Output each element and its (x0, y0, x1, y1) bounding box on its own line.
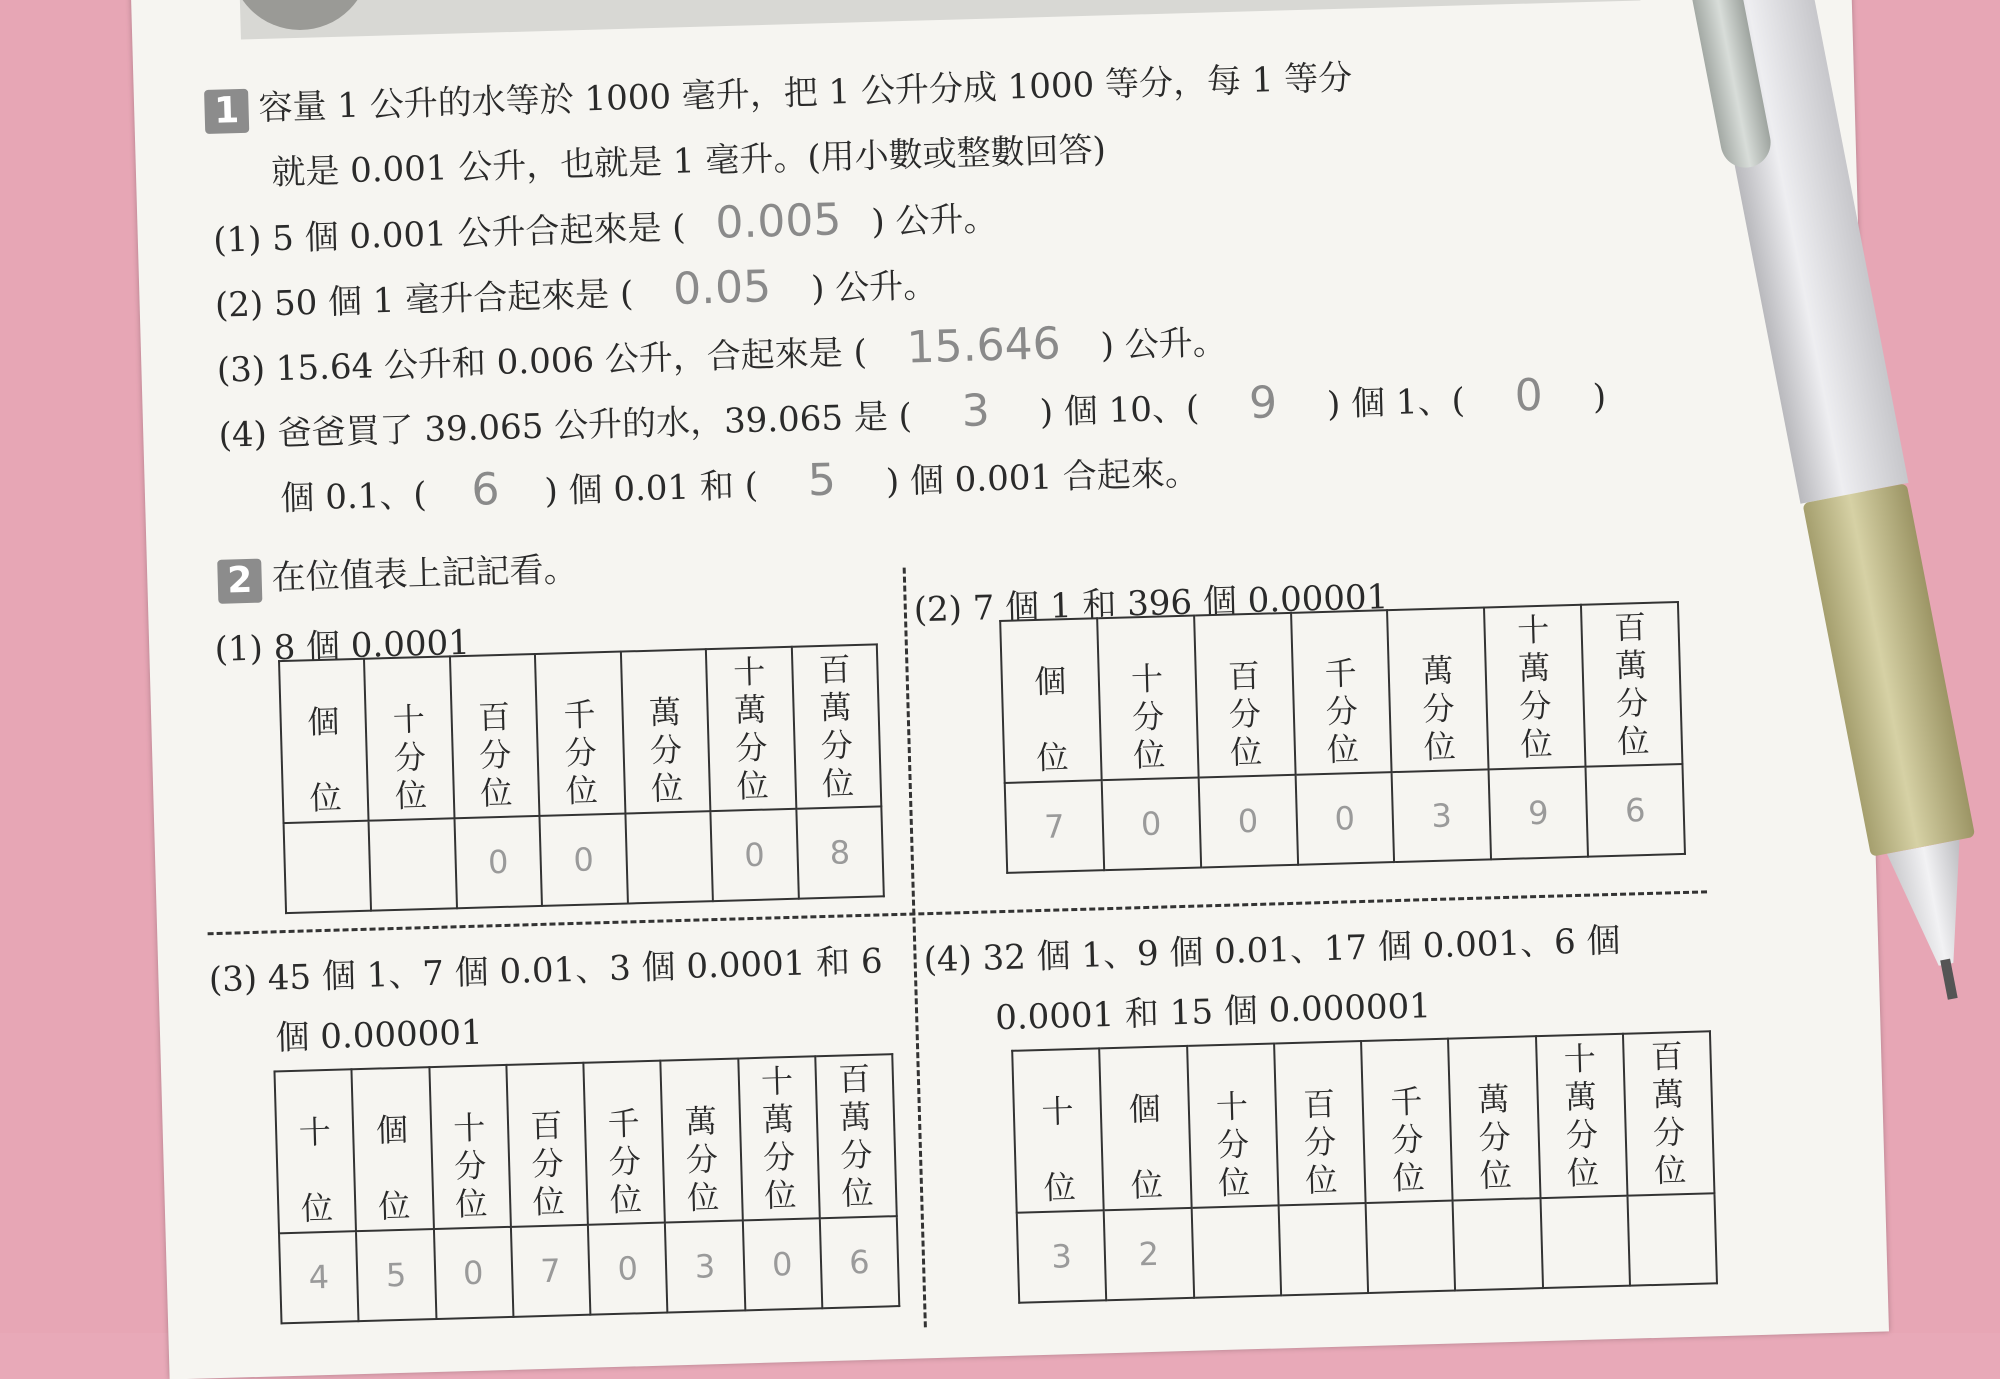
place-value-table-2 (999, 601, 1686, 874)
table1-value-row (284, 806, 884, 913)
table4-header-char: 位 (1391, 1158, 1426, 1198)
table2-header-row (1000, 602, 1682, 783)
section1-intro-line2: 就是 0.001 公升，也就是 1 毫升。(用小數或整數回答) (270, 129, 1107, 194)
q4-end2: ) 個 0.001 合起來。 (885, 453, 1200, 503)
table4-value-cell (1278, 1203, 1368, 1295)
table4-header-char: 分 (1565, 1115, 1599, 1155)
table3-header-cell (815, 1054, 897, 1218)
table1-header-char: 分 (649, 730, 683, 770)
table1-header-cell (364, 656, 454, 820)
table3-header-char: 位 (609, 1180, 643, 1220)
table1-header-char: 百 (477, 697, 511, 737)
table4-header-char: 十 (1563, 1039, 1597, 1079)
table2-value-cell: 0 (1295, 772, 1394, 865)
table2-header-char: 分 (1422, 689, 1456, 729)
table4-label-line1: (4) 32 個 1、9 個 0.01、17 個 0.001、6 個 (923, 920, 1622, 981)
question-4-line2 (280, 444, 1200, 521)
section2-title: 在位值表上記記看。 (271, 549, 579, 599)
table3-header-char: 位 (686, 1178, 720, 1217)
q3-suffix: ) 公升。 (1100, 322, 1228, 367)
table3-header-cell (429, 1065, 511, 1229)
table3-header-cell (352, 1067, 434, 1231)
table4-header-char: 十 (1040, 1092, 1075, 1132)
table1-value-cell (369, 818, 457, 910)
table4-header-char: 百 (1650, 1037, 1684, 1076)
table4-header-char: 位 (1130, 1165, 1164, 1205)
table2-header-char: 萬 (1421, 651, 1455, 691)
table3-header-cell (506, 1063, 588, 1227)
table4-header-char: 分 (1216, 1125, 1250, 1165)
table4-header-char: 位 (1217, 1163, 1251, 1203)
table1-header-char: 分 (564, 733, 598, 773)
table2-header-char: 位 (1423, 727, 1457, 767)
table2-header-char: 千 (1324, 654, 1358, 693)
table1-header-char (284, 740, 364, 780)
table3-header-char: 位 (377, 1186, 411, 1226)
table3-value-cell: 5 (356, 1229, 436, 1321)
table4-header-char: 位 (1043, 1168, 1077, 1207)
section2-badge: 2 (217, 559, 262, 604)
table4-header-cell (1187, 1044, 1279, 1208)
table1-header-char: 分 (820, 726, 854, 766)
table2-header-cell (1484, 605, 1585, 770)
table4-header-cell (1535, 1034, 1627, 1198)
table3-header-char: 萬 (838, 1097, 872, 1137)
table3-value-cell: 0 (742, 1218, 822, 1310)
intro-text-1: 容量 1 公升的水等於 1000 毫升，把 1 公升分成 1000 等分，每 1 等分 (258, 57, 1353, 129)
table1-header-char: 位 (394, 776, 428, 815)
table2-header-char: 萬 (1614, 645, 1648, 685)
table3-header-char: 十 (760, 1061, 794, 1101)
table3-header-char: 分 (839, 1135, 873, 1175)
table4-header-char (1017, 1129, 1099, 1169)
table1-header-char: 萬 (648, 692, 682, 732)
pen-tip-cone (1887, 840, 1983, 972)
table2-header-char: 分 (1228, 694, 1262, 734)
table1-header-row (279, 644, 881, 823)
table2-header-char: 位 (1035, 738, 1069, 778)
q4-mid1: ) 個 10、( (1039, 388, 1200, 433)
table2-header-cell (1387, 607, 1488, 772)
q4-end1: ) (1592, 376, 1607, 418)
table4-header-cell (1274, 1041, 1366, 1205)
q3-prefix: (3) 15.64 公升和 0.006 公升，合起來是 ( (216, 332, 868, 391)
q4-line2-prefix: 個 0.1、( (279, 474, 428, 520)
q4-mid2: ) 個 1、( (1326, 380, 1466, 425)
table4-value-cell: 3 (1017, 1210, 1107, 1302)
table1-label: (1) 8 個 0.0001 (214, 622, 471, 670)
table3-header-char (280, 1150, 352, 1190)
table4-header-row (1012, 1031, 1714, 1212)
table4-header-char: 位 (1304, 1160, 1338, 1200)
table4-header-char: 十 (1215, 1087, 1249, 1127)
table2-value-cell: 0 (1102, 778, 1201, 871)
q2-suffix: ) 公升。 (810, 265, 938, 310)
table1-header-cell (450, 654, 540, 818)
table1-header-char: 分 (478, 735, 512, 775)
table4-value-cell (1366, 1201, 1456, 1293)
table2-value-cell: 9 (1489, 767, 1588, 860)
table4-header-char: 位 (1653, 1151, 1687, 1190)
table2-header-char: 分 (1615, 683, 1649, 723)
table3-header-cell (661, 1058, 743, 1222)
q1-prefix: (1) 5 個 0.001 公升合起來是 ( (212, 207, 687, 261)
table3-header-char: 位 (300, 1188, 334, 1228)
table4-header-cell (1361, 1039, 1453, 1203)
table1-header-char: 個 (306, 702, 340, 742)
table3-header-cell (274, 1069, 356, 1233)
table4-header-char (1105, 1127, 1187, 1167)
q4-prefix: (4) 爸爸買了 39.065 公升的水，39.065 是 ( (218, 396, 913, 456)
table4-header-char: 分 (1390, 1120, 1424, 1160)
question-1 (212, 190, 998, 263)
table2-header-char: 分 (1325, 692, 1359, 731)
table3-header-char: 萬 (761, 1099, 795, 1139)
table4-header-cell (1012, 1048, 1104, 1212)
table2-header-char: 分 (1518, 686, 1552, 726)
q4-answer-tens: 3 (961, 385, 991, 437)
table4-header-char: 個 (1128, 1089, 1162, 1129)
table3-label-line2: 個 0.000001 (275, 1012, 484, 1059)
table2-header-char: 位 (1616, 721, 1650, 761)
table2-header-char: 萬 (1517, 648, 1551, 688)
place-value-table-1 (278, 643, 885, 914)
table2-header-char: 位 (1132, 735, 1166, 775)
table1-header-char: 千 (563, 695, 597, 735)
table4-header-char: 位 (1566, 1153, 1600, 1193)
table3-value-cell: 6 (820, 1216, 900, 1308)
question-2 (214, 257, 938, 328)
section2-title-line (217, 542, 578, 604)
table3-header-char: 千 (607, 1104, 641, 1144)
table1-header-cell (535, 652, 625, 816)
table4-value-cell: 2 (1104, 1208, 1194, 1300)
table3-header-cell (583, 1061, 665, 1225)
table1-header-char: 十 (392, 700, 426, 739)
table2-header-cell (1291, 610, 1392, 775)
table1-value-cell (625, 811, 713, 903)
table3-header-row (274, 1054, 896, 1233)
table3-header-char: 分 (685, 1140, 719, 1179)
table1-value-cell: 0 (454, 816, 542, 908)
table3-header-char: 位 (840, 1173, 875, 1213)
table2-label: (2) 7 個 1 和 396 個 0.00001 (913, 577, 1389, 631)
table2-header-char: 位 (1229, 732, 1263, 772)
place-value-table-4 (1011, 1030, 1718, 1303)
table4-value-cell (1540, 1196, 1630, 1288)
table2-value-cell: 7 (1005, 780, 1104, 873)
question-3 (216, 314, 1227, 393)
table2-header-char: 位 (1519, 724, 1554, 764)
q2-handwritten-answer: 0.05 (672, 261, 772, 315)
table4-header-char: 百 (1302, 1084, 1336, 1124)
table2-header-cell (1097, 616, 1198, 781)
table4-header-char: 千 (1389, 1082, 1423, 1122)
table2-header-cell (1581, 602, 1682, 767)
table1-header-char: 分 (734, 728, 768, 768)
q4-mid3: ) 個 0.01 和 ( (543, 465, 759, 512)
q4-answer-hundredths: 6 (470, 463, 501, 516)
table1-value-cell (284, 821, 372, 913)
table3-header-char: 分 (453, 1146, 487, 1186)
table1-header-char: 位 (650, 768, 684, 808)
table4-header-char: 分 (1652, 1113, 1686, 1152)
section1-badge: 1 (204, 89, 249, 134)
q3-handwritten-answer: 15.646 (905, 318, 1062, 374)
table1-header-cell (621, 649, 711, 813)
table1-value-cell: 8 (796, 806, 884, 898)
table1-header-char: 分 (393, 738, 427, 777)
table1-header-char: 萬 (819, 688, 853, 728)
table2-header-cell (1000, 618, 1101, 783)
table4-value-cell (1191, 1205, 1281, 1297)
table1-header-cell (791, 644, 881, 808)
table1-header-char: 百 (818, 650, 852, 690)
table4-header-char: 萬 (1651, 1075, 1685, 1114)
q2-prefix: (2) 50 個 1 毫升合起來是 ( (214, 274, 634, 326)
table1-header-char: 位 (735, 766, 770, 806)
table4-label-line2: 0.0001 和 15 個 0.000001 (994, 986, 1432, 1039)
table3-value-cell: 0 (588, 1223, 668, 1315)
table1-header-char: 位 (479, 773, 513, 813)
table2-header-char: 百 (1227, 656, 1261, 696)
table4-value-cell (1453, 1198, 1543, 1290)
pen-point (1940, 959, 1957, 1000)
table1-header-char: 位 (565, 771, 599, 811)
table1-header-cell (706, 647, 796, 811)
table3-header-char: 十 (298, 1112, 332, 1152)
table3-header-char: 分 (531, 1144, 565, 1184)
table1-header-char: 萬 (733, 690, 767, 730)
table3-header-cell (738, 1056, 820, 1220)
section1-intro-line1 (204, 50, 1353, 134)
table3-value-cell: 7 (511, 1225, 591, 1317)
q4-answer-tenths: 0 (1514, 369, 1544, 422)
table4-header-char: 分 (1303, 1122, 1337, 1162)
table2-header-char: 百 (1613, 607, 1647, 647)
table4-value-cell (1627, 1193, 1717, 1285)
table3-header-char: 個 (375, 1110, 409, 1150)
table3-header-char: 萬 (684, 1102, 718, 1141)
table3-value-row (279, 1216, 899, 1323)
q4-answer-thousandths: 5 (807, 454, 837, 507)
table4-header-cell (1448, 1036, 1540, 1200)
table3-header-char: 位 (532, 1182, 566, 1222)
table4-header-cell (1099, 1046, 1191, 1210)
table3-header-char: 百 (529, 1106, 564, 1146)
table4-header-char: 萬 (1477, 1079, 1511, 1119)
table2-header-char (1005, 699, 1097, 740)
table1-header-char: 位 (821, 764, 855, 804)
table3-header-char: 百 (837, 1059, 871, 1099)
q1-suffix: ) 公升。 (870, 198, 999, 243)
table3-header-char: 位 (763, 1175, 797, 1215)
table2-header-char: 位 (1326, 730, 1360, 769)
q1-handwritten-answer: 0.005 (714, 194, 843, 249)
table1-header-char: 位 (309, 778, 343, 818)
table3-value-cell: 0 (433, 1227, 513, 1319)
table2-header-cell (1194, 613, 1295, 778)
place-value-table-3 (273, 1053, 900, 1324)
table1-header-char: 十 (732, 652, 766, 692)
table1-value-cell: 0 (710, 809, 798, 901)
table2-value-cell: 6 (1586, 764, 1685, 857)
table2-value-cell: 0 (1198, 775, 1297, 868)
table3-header-char: 分 (762, 1137, 796, 1177)
table4-header-char: 分 (1478, 1117, 1512, 1157)
q4-answer-ones: 9 (1248, 377, 1278, 429)
table3-header-char: 十 (452, 1108, 486, 1148)
table3-value-cell: 4 (279, 1231, 359, 1323)
pen-grip (1802, 483, 1975, 857)
table4-header-char: 萬 (1564, 1077, 1598, 1117)
table4-header-char: 位 (1479, 1155, 1513, 1195)
table3-label-line1: (3) 45 個 1、7 個 0.01、3 個 0.0001 和 6 (208, 941, 884, 1001)
table3-header-char: 分 (608, 1142, 642, 1182)
table2-header-char: 十 (1130, 659, 1164, 699)
table2-value-row (1005, 764, 1685, 873)
table2-header-char: 個 (1033, 662, 1067, 702)
table2-value-cell: 3 (1392, 769, 1491, 862)
table2-header-char: 分 (1131, 697, 1165, 737)
table3-value-cell: 3 (665, 1220, 745, 1312)
table1-header-cell (279, 659, 369, 823)
table4-header-cell (1623, 1031, 1715, 1195)
table2-header-char: 十 (1516, 610, 1550, 650)
table3-header-char (357, 1148, 429, 1188)
table3-header-char: 位 (454, 1184, 488, 1224)
table4-value-row (1017, 1193, 1717, 1302)
table1-value-cell: 0 (540, 814, 628, 906)
